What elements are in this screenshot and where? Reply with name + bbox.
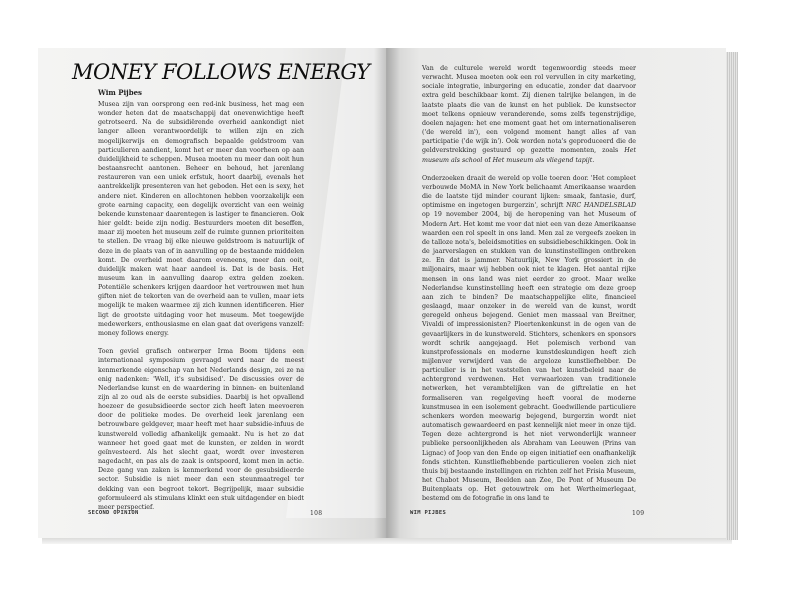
right-body-column xyxy=(422,64,636,513)
book-title-italic: Het museum als vliegend tapijt xyxy=(492,156,593,164)
body-paragraph: Musea zijn van oorsprong een red-ink business, het mag een wonder heten dat de maatschappij dat onevenwichtige heeft getrotseerd. Na de subsidiërende overheid aankondigt niet langer alleen verantwoordelijk te willen zijn en zich mogelijkerwijs en demografisch bepaalde geldstroom van particulieren aandient, komt het er meer dan voorheen op aan duidelijkheid te scheppen. Musea moeten nu meer dan ooit hun bestaansrecht aantonen. Beheer en behoud, het jarenlang restaureren van een uniek erfstuk, hoort daarbij, evenals het aantrekkelijk presenteren van het geboden. Het een is sexy, het andere niet. Kinderen en allochtonen hebben voorzakelijk een grote earning capacity, een degelijk overzicht van een weinig bekende kunstenaar daarentegen is lastiger te financieren. Ook hier geldt: beide zijn nodig. Bestuurders moeten dit beseffen, maar zij moeten het museum zelf de ruimte gunnen prioriteiten te stellen. De vraag bij elke nieuwe geldstroom is natuurlijk of deze in de plaats van of in aanvulling op de bestaande middelen komt. De overheid moet daarom eveneens, meer dan ooit, duidelijk maken wat haar aandeel is. Dat is de basis. Het museum kan in aanvulling daarop extra gelden zoeken. Potentiële schenkers krijgen daardoor het vertrouwen met hun giften niet de tekorten van de overheid aan te vullen, maar iets mogelijk te maken waarmee zij zich kunnen identificeren. Hier ligt de grootste uitdaging voor het museum. Met toegewijde medewerkers, enthousiasme en elan gaat dat overigens vanzelf: money follows energy. xyxy=(98,101,304,337)
book-title-italic: Het museum als school xyxy=(422,147,636,164)
body-paragraph: Van de culturele wereld wordt tegenwoordig steeds meer verwacht. Musea moeten ook een rol vervullen in city marketing, sociale integratie, inburgering en educatie, zonder dat daarvoor extra geld beschikbaar komt. Zij dienen talrijke belangen, in de laatste plaats die van de kunst en het publiek. De kunstsector moet telkens opnieuw veranderende, soms zelfs tegenstrijdige, doelen najagen: het ene moment gaat het om internationaliseren ('de wereld in'), een volgend moment hangt alles af van participatie ('de wijk in'). Ook worden nota's geproduceerd die de geldverstrekking gestuurd op gezette momenten, zoals Het museum als school of Het museum als vliegend tapijt. xyxy=(422,65,636,164)
right-page xyxy=(386,48,726,538)
page-number: 108 xyxy=(310,510,323,517)
left-body-column xyxy=(98,100,304,521)
newspaper-name: NRC HANDELSBLAD xyxy=(566,202,636,210)
body-paragraph: Toen geviel grafisch ontwerper Irma Boom tijdens een internationaal symposium gevraagd werd naar de meest kenmerkende eigenschap van het Nederlands design, zei ze na enig nadenken: 'Well, it's subsidised'. De discussies over de Nederlandse kunst en de waardering in binnen- en buitenland zijn al zo oud als de eerste subsidies. Daarbij is het opvallend hoezeer de gesubsidieerde sector zich heeft laten meevoeren door de politieke modes. De overheid leek jarenlang een betrouwbare geldgever, maar heeft met haar subsidie-infuus de kunstwereld volledig afhankelijk gemaakt. Nu is het zo dat wanneer het goed gaat met de kunsten, er zelden in wordt geïnvesteerd. Als het slecht gaat, wordt over investeren nagedacht, en pas als de zaak is ontspoord, komt men in actie. Deze gang van zaken is kenmerkend voor de gesubsidieerde sector. Subsidie is niet meer dan een steunmaatregel ter dekking van een begroot tekort. Begrijpelijk, maar subsidie geformuleerd als stimulans klinkt een stuk uitdagender en biedt meer perspectief. xyxy=(98,348,304,511)
page-block-side-edge xyxy=(726,52,738,540)
open-magazine xyxy=(38,48,740,546)
running-footer-section: SECOND OPINION xyxy=(88,510,139,516)
body-paragraph: Onderzoeken draait de wereld op volle toeren door. 'Het compleet verbouwde MoMA in New York belichaamt Amerikaanse waarden die de laatste tijd minder courant lijken: smaak, fantasie, durf, optimisme en ingetogen burgerzin', schrijft NRC HANDELSBLAD op 19 november 2004, bij de heropening van het Museum of Modern Art. Het komt me voor dat niet een van deze Amerikaanse waarden een rol speelt in ons land. Men zal ze vergeefs zoeken in de talloze nota's, beleidsmotities en subsidiebeschikkingen. Ook in de jaarverslagen en stukken van de kunstinstellingen ontbreken ze. En dat is jammer. Natuurlijk, New York grossiert in de miljonairs, maar wij hebben ook niet te klagen. Het aantal rijke mensen in ons land was niet eerder zo groot. Maar welke Nederlandse kunstinstelling heeft een strategie om deze groep aan zich te binden? De maatschappelijke elite, financieel geslaagd, maar onzeker in de wereld van de kunst, wordt geregeld onheus bejegend. Geniet men massaal van Breitner, Vivaldi of impressionisten? Ploertenkenkunst in de ogen van de gevaarlijkers in de kunstwereld. Stichters, schenkers en sponsors wordt schrik aangejaagd. Het polemisch verbond van kunstprofessionals en moderne kunstdeskundigen heeft zich mijlenver verwijderd van de argeloze kunstliefhebber. De particulier is in het vaststellen van het kunstbeleid naar de achtergrond verdwenen. Het verwaarlozen van traditionele netwerken, het verambtelijken van de giftrelatie en het formaliseren van regelgeving heeft vooral de moderne kunstmusea in een isolement gebracht. Goedwillende particuliere schenkers worden meewarig bejegend, burgerzin wordt niet automatisch gewaardeerd en past kennelijk niet meer in onze tijd. Tegen deze achtergrond is het niet verwonderlijk wanneer publieke persoonlijkheden als Abraham van Leeuwen (Prins van Lignac) of Joop van den Ende op eigen initiatief een onafhankelijk fonds stichten. Kunstliefhebbende particulieren voelen zich niet thuis bij bestaande instellingen en richten zelf het Frisia Museum, het Chabot Museum, Beelden aan Zee, De Pont of Museum De Buitenplaats op. Het getouwtrek om het Wertheimerlegaat, bestemd om de fotografie in ons land te xyxy=(422,174,636,503)
spine-gutter xyxy=(374,48,400,538)
running-footer-author: WIM PIJBES xyxy=(410,510,447,516)
page-number: 109 xyxy=(632,510,645,517)
article-author: Wim Pijbes xyxy=(98,88,142,97)
left-page xyxy=(38,48,386,538)
article-title: MONEY FOLLOWS ENERGY xyxy=(72,60,370,84)
